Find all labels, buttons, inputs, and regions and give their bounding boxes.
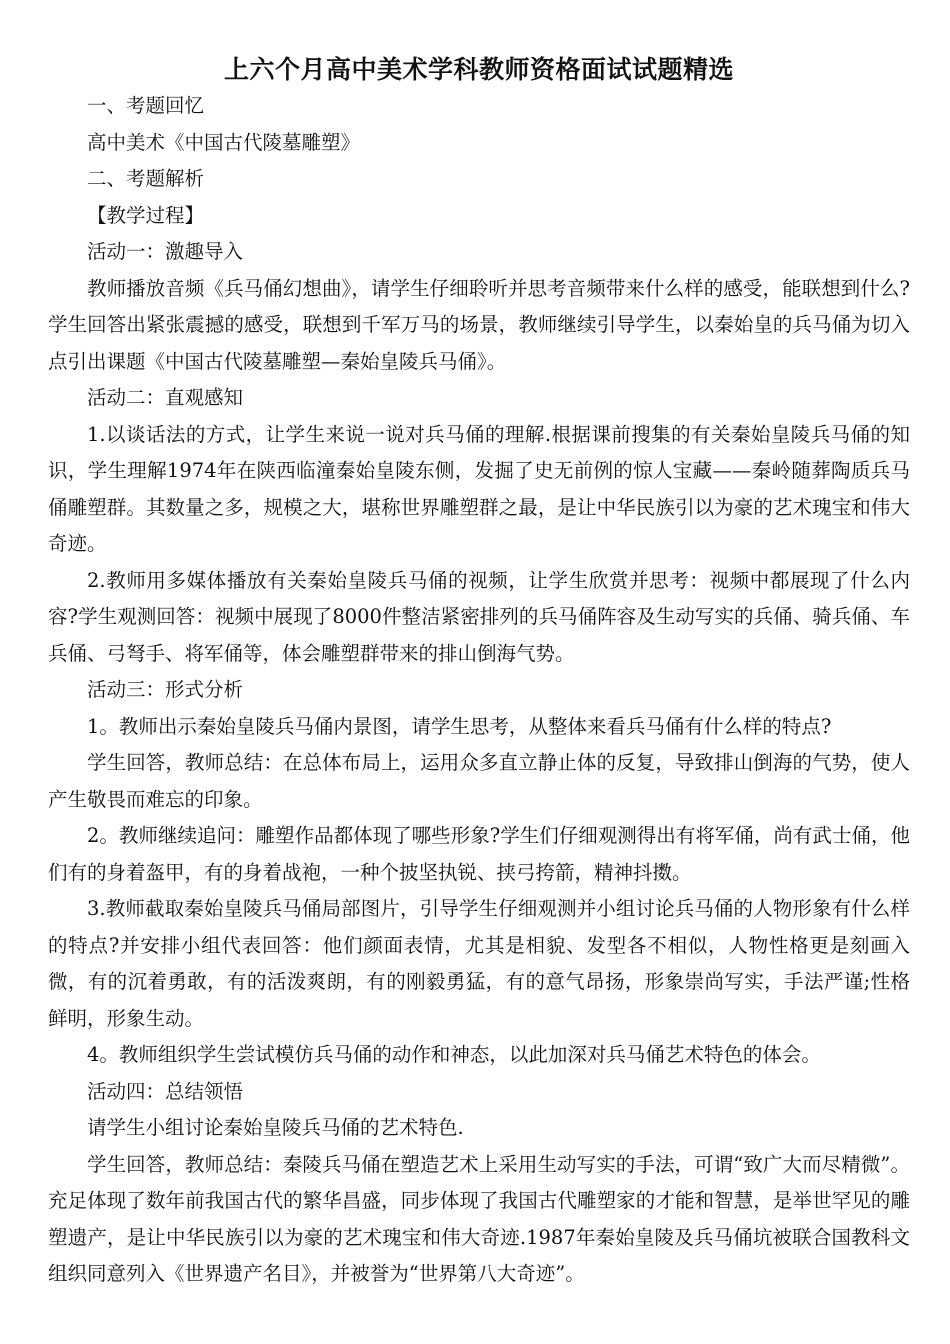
- section-heading-recall: 一、考题回忆: [87, 94, 205, 117]
- activity-3-item-2: 2。教师继续追问：雕塑作品都体现了哪些形象?学生们仔细观测得出有将军俑，尚有武士俑，他们有的身着盔甲，有的身着战袍，一种个披坚执锐、挟弓挎箭，精神抖擞。: [48, 824, 910, 884]
- exam-topic: 高中美术《中国古代陵墓雕塑》: [87, 130, 361, 154]
- activity-2-item-2: 2.教师用多媒体播放有关秦始皇陵兵马俑的视频，让学生欣赏并思考：视频中都展现了什么内容?学生观测回答：视频中展现了8000件整洁紧密排列的兵马俑阵容及生动写实的兵俑、骑兵俑、车兵俑、弓弩手、将军俑等，体会雕塑群带来的排山倒海气势。: [48, 568, 910, 665]
- activity-3-item-3: 3.教师截取秦始皇陵兵马俑局部图片，引导学生仔细观测并小组讨论兵马俑的人物形象有什么样的特点?并安排小组代表回答：他们颜面表情，尤其是相貌、发型各不相似，人物性格更是刻画入微，有的沉着勇敢，有的活泼爽朗，有的刚毅勇猛，有的意气昂扬，形象崇尚写实，手法严谨;性格鲜明，形象生动。: [48, 897, 910, 1030]
- activity-4-summary: 学生回答，教师总结：秦陵兵马俑在塑造艺术上采用生动写实的手法，可谓“致广大而尽精微”。充足体现了数年前我国古代的繁华昌盛，同步体现了我国古代雕塑家的才能和智慧，是举世罕见的雕塑遗产，是让中华民族引以为豪的艺术瑰宝和伟大奇迹.1987年秦始皇陵及兵马俑坑被联合国教科文组织同意列入《世界遗产名目》，并被誉为“世界第八大奇迹”。: [48, 1152, 910, 1285]
- document-title: 上六个月高中美术学科教师资格面试试题精选: [223, 55, 734, 84]
- activity-3-item-1: 1。教师出示秦始皇陵兵马俑内景图，请学生思考，从整体来看兵马俑有什么样的特点?: [87, 714, 832, 738]
- activity-2-item-1: 1.以谈话法的方式，让学生来说一说对兵马俑的理解.根据课前搜集的有关秦始皇陵兵马俑的知识，学生理解1974年在陕西临潼秦始皇陵东侧，发掘了史无前例的惊人宝藏——秦岭随葬陶质兵马俑雕塑群。其数量之多，规模之大，堪称世界雕塑群之最，是让中华民族引以为豪的艺术瑰宝和伟大奇迹。: [48, 422, 910, 555]
- activity-1-paragraph: 教师播放音频《兵马俑幻想曲》，请学生仔细聆听并思考音频带来什么样的感受，能联想到什么?学生回答出紧张震撼的感受，联想到千军万马的场景，教师继续引导学生，以秦始皇的兵马俑为切入点引出课题《中国古代陵墓雕塑—秦始皇陵兵马俑》。: [48, 276, 910, 373]
- teaching-process-heading: 【教学过程】: [87, 203, 205, 227]
- activity-4-task: 请学生小组讨论秦始皇陵兵马俑的艺术特色.: [87, 1116, 464, 1139]
- activity-3-item-4: 4。教师组织学生尝试模仿兵马俑的动作和神态，以此加深对兵马俑艺术特色的体会。: [87, 1043, 821, 1066]
- activity-2-heading: 活动二：直观感知: [87, 386, 244, 409]
- section-heading-analysis: 二、考题解析: [87, 167, 205, 190]
- activity-3-summary: 学生回答，教师总结：在总体布局上，运用众多直立静止体的反复，导致排山倒海的气势，使人产生敬畏而难忘的印象。: [48, 751, 910, 811]
- document-page: [48, 52, 910, 1293]
- activity-3-heading: 活动三：形式分析: [87, 678, 244, 701]
- activity-4-heading: 活动四：总结领悟: [87, 1079, 244, 1103]
- activity-1-heading: 活动一：激趣导入: [87, 240, 244, 263]
